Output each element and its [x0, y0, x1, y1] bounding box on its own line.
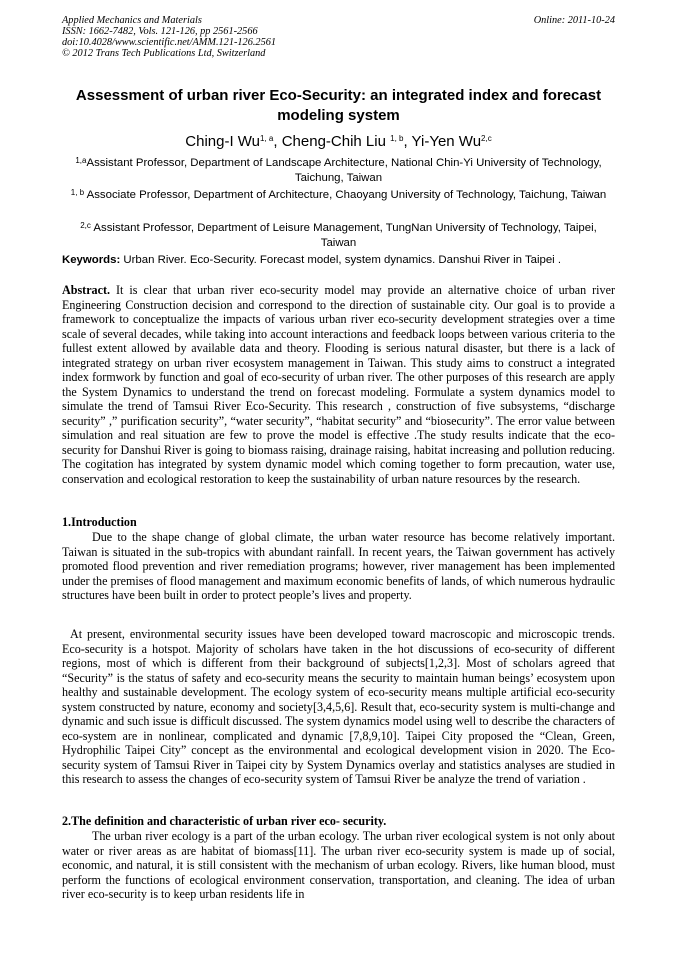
definition-paragraph-1: The urban river ecology is a part of the urban ecology. The urban river ecological system is not only about water or river areas as are habitat of biomass[11]. The urban river eco-security system is made up of social, economic, and natural, it is still consistent with the mechanism of urban ecology. Rivers, like human blood, must perform the functions of ecological environment conservation, transportation, and cleaning. The idea of urban river eco-security is to keep urban residents life in [62, 829, 615, 901]
affiliation-2: $^{1, b}$ Associate Professor, Department of Architecture, Chaoyang University of Technology, Taichung, Taiwan [70, 188, 607, 201]
paper-title: Assessment of urban river Eco-Security: an integrated index and forecast modeling system [75, 87, 602, 124]
journal-header [62, 15, 276, 59]
abstract-label: Abstract. [62, 283, 111, 297]
section-heading-introduction: 1.Introduction [62, 515, 137, 529]
abstract [62, 283, 615, 486]
author-name: Ching-I Wu [185, 133, 261, 150]
author-name: Yi-Yen Wu [411, 133, 482, 150]
journal-name: Applied Mechanics and Materials [62, 15, 202, 26]
keywords-label: Keywords: [62, 254, 121, 266]
section-heading-definition: 2.The definition and characteristic of urban river eco- security. [62, 814, 387, 828]
author-name: Cheng-Chih Liu [281, 133, 386, 150]
keywords-text: Urban River. Eco-Security. Forecast model, system dynamics. Danshui River in Taipei . [120, 254, 562, 266]
keywords [62, 253, 622, 268]
online-date: Online: 2011-10-24 [533, 15, 615, 26]
affiliation-3: $^{2,c}$ Assistant Professor, Department of Leisure Management, TungNan University of Technology, Taipei, Taiwan [80, 221, 597, 249]
author-superscript: 1, b [390, 134, 404, 143]
author-superscript: 2,c [481, 134, 492, 143]
author-superscript: 1, a [260, 134, 274, 143]
doi-line: doi:10.4028/www.scientific.net/AMM.121-126.2561 [62, 37, 277, 48]
issn-line: ISSN: 1662-7482, Vols. 121-126, pp 2561-2566 [62, 26, 258, 37]
author-line: Ching-I Wu$^{1, a}$, Cheng-Chih Liu $^{1, b}$, Yi-Yen Wu$^{2,c}$ [185, 133, 492, 150]
copyright-line: © 2012 Trans Tech Publications Ltd, Switzerland [62, 48, 266, 59]
affiliation-1: $^{1,a}$Assistant Professor, Department of Landscape Architecture, National Chin-Yi University of Technology, Taichung, Taiwan [75, 156, 602, 184]
abstract-text: It is clear that urban river eco-security model may provide an alternative choice of urban river Engineering Construction decision and correspond to the direction of sustainable city. Our goal is to provide a framework to conceptualize the impacts of various urban river eco-security development strategies over a time scale of several decades, while taking into account interactions and feedback loops between various criteria to the fullest extent allowed by available data and theory. Flooding is serious natural disaster, but there is a lack of integrated strategy on urban river ecosystem management in Taiwan. This study aims to construct a integrated index formwork by function and goal of eco-security of urban river. The other purposes of this research are apply the System Dynamics to understand the trend on forecast modeling. Formulate a system dynamics model to simulate the trend of Tamsui River Eco-Security. This research , construction of five subsystems, “discharge security” ,” purification security”, “water security”, “habitat security” and “biosecurity”. The error value between simulation and real situation are few to prove the model is effective .The study results indicate that the eco-security for Danshui River is going to biomass raising, drainage raising, habitat increasing and pollution reducing. The cogitation has integrated by system dynamic model which coming together to form precaution, water use, conservation and ecological restoration to keep the sustainability of urban nature resources by the research. [62, 283, 615, 486]
introduction-paragraph-1: Due to the shape change of global climate, the urban water resource has become relatively important. Taiwan is situated in the sub-tropics with abundant rainfall. In recent years, the Taiwan government has actively promoted flood prevention and river remediation programs; however, river management has been implemented under the premises of flood management and maximum economic benefits of lands, of which numerous hydraulic structures have been built in order to protect people’s lives and property. [62, 530, 615, 602]
introduction-paragraph-2: At present, environmental security issues have been developed toward macroscopic and microscopic trends. Eco-security is a hotspot. Majority of scholars have taken in the hot discussions of eco-security of different regions, most of which is different from their background of subjects[1,2,3]. Most of scholars agreed that “Security” is the status of safety and eco-security means the security to maintain human beings’ ecosystem upon healthy and sustainable development. The ecology system of eco-security means multiple artificial eco-security system constructed by nature, economy and society[3,4,5,6]. Result that, eco-security system is multi-change and dynamic and such issue is difficult discussed. The system dynamics model using well to describe the characters of eco-system are in nonlinear, complicated and dynamic [7,8,9,10]. Taipei City proposed the “Clean, Green, Hydrophilic Taipei City” concept as the environmental and ecological development vision in 2020. The Eco-security system of Tamsui River in Taipei city by System Dynamics overlay and statistics analyses are studied in this research to assess the changes of eco-security system of Tamsui River be analyze the trend of variation . [62, 627, 615, 786]
